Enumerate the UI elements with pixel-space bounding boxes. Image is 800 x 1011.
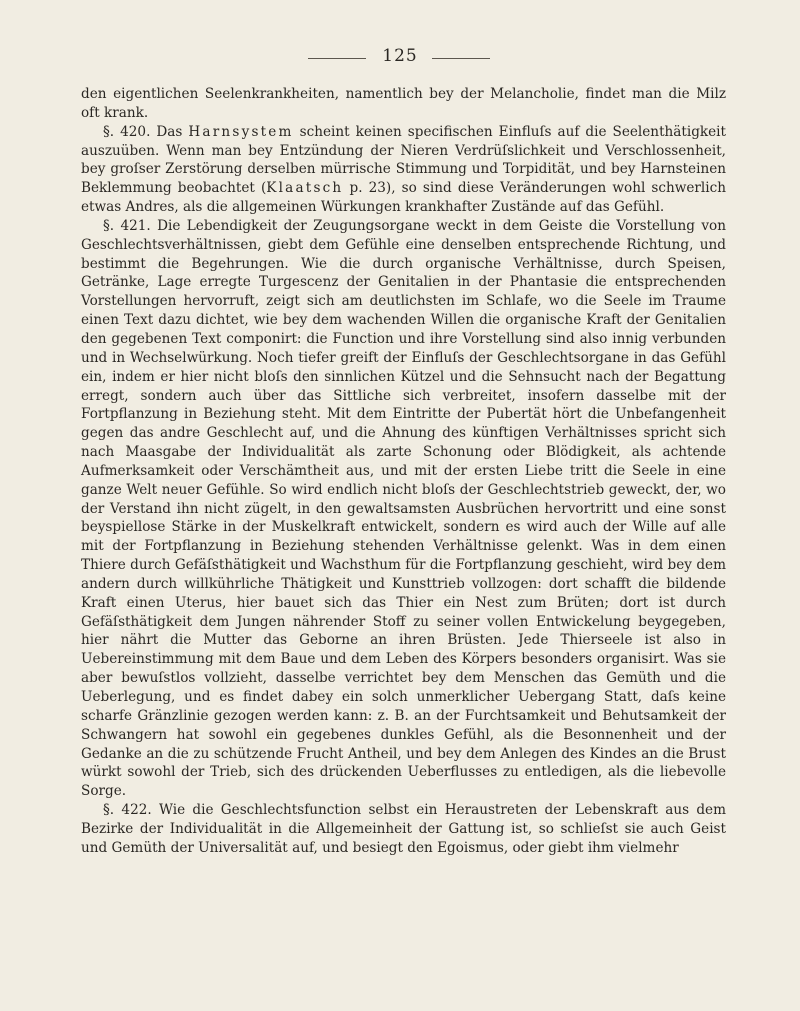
paragraph [81, 217, 726, 801]
paragraph-text: den eigentlichen Seelenkrankheiten, namentlich bey der Melancholie, findet man die Milz oft krank. [81, 86, 726, 121]
paragraph [81, 123, 726, 217]
paragraph [81, 85, 726, 123]
paragraph-text: p. 23), so sind diese Veränderungen wohl schwerlich etwas Andres, als die allgemeinen Würkungen krankhafter Zustände auf das Gefühl. [81, 180, 726, 216]
emphasized-term: Klaatsch [266, 180, 344, 197]
header-rule-left [308, 58, 366, 59]
paragraph-text: §. 422. Wie die Geschlechtsfunction selbst ein Heraustreten der Lebenskraft aus dem Bezirke der Individualität in die Allgemeinheit der Gattung ist, so schlieſst sie auch Geist und Gemüth der Universalität auf, und besiegt den Egoismus, oder giebt ihm vielmehr [81, 802, 726, 856]
page-number: 125 [382, 46, 418, 66]
header-rule-right [432, 58, 490, 59]
paragraph [81, 801, 726, 858]
emphasized-term: Harnsystem [188, 123, 294, 140]
body-text [81, 85, 726, 858]
paragraph-text: scheint keinen specifischen Einfluſs auf die Seelenthätigkeit auszuüben. Wenn man bey Entzündung der Nieren Verdrüſslichkeit und Verschlossenheit, bey groſser Zerstörung derselben mürrische Stimmung und Torpidität, und bey Harnsteinen Beklemmung beobachtet ( [81, 123, 726, 197]
page-header [0, 46, 800, 68]
paragraph-text: §. 421. Die Lebendigkeit der Zeugungsorgane weckt in dem Geiste die Vorstellung von Geschlechtsverhältnissen, giebt dem Gefühle eine denselben entsprechende Richtung, und bestimmt die Begehrungen. Wie die durch organische Verhältnisse, durch Speisen, Getränke, Lage erregte Turgescenz der Genitalien in der Phantasie die entsprechenden Vorstellungen hervorruft, zeigt sich am deutlichsten im Schlafe, wo die Seele im Traume einen Text dazu dichtet, wie bey dem wachenden Willen die organische Kraft der Genitalien den gegebenen Text componirt: die Function und ihre Vorstellung sind also innig verbunden und in Wechselwürkung. Noch tiefer greift der Einfluſs der Geschlechtsorgane in das Gefühl ein, indem er hier nicht bloſs den sinnlichen Kützel und die Sehnsucht nach der Begattung erregt, sondern auch über das Sittliche sich verbreitet, insofern dasselbe mit der Fortpflanzung in Beziehung steht. Mit dem Eintritte der Pubertät hört die Unbefangenheit gegen das andre Geschlecht auf, und die Ahnung des künftigen Verhältnisses spricht sich nach Maasgabe der Individualität als zarte Schonung oder Blödigkeit, als achtende Aufmerksamkeit oder Verschämtheit aus, und mit der ersten Liebe tritt die Seele in eine ganze Welt neuer Gefühle. So wird endlich nicht bloſs der Geschlechtstrieb geweckt, der, wo der Verstand ihn nicht zügelt, in den gewaltsamsten Ausbrüchen hervortritt und eine sonst beyspiellose Stärke in der Muskelkraft entwickelt, sondern es wird auch der Wille auf alle mit der Fortpflanzung in Beziehung stehenden Verhältnisse gelenkt. Was in dem einen Thiere durch Gefäſsthätigkeit und Wachsthum für die Fortpflanzung geschieht, wird bey dem andern durch willkührliche Thätigkeit und Kunsttrieb vollzogen: dort schafft die bildende Kraft einen Uterus, hier bauet sich das Thier ein Nest zum Brüten; dort ist durch Gefäſsthätigkeit dem Jungen nährender Stoff zu seiner vollen Entwickelung beygegeben, hier nährt die Mutter das Geborne an ihren Brüsten. Jede Thierseele ist also in Uebereinstimmung mit dem Baue und dem Leben des Körpers besonders organisirt. Was sie aber bewuſstlos vollzieht, dasselbe verrichtet bey dem Menschen das Gemüth und die Ueberlegung, und es findet dabey ein solch unmerklicher Uebergang Statt, daſs keine scharfe Gränzlinie gezogen werden kann: z. B. an der Furchtsamkeit und Behutsamkeit der Schwangern hat sowohl ein gegebenes dunkles Gefühl, als die Besonnenheit und der Gedanke an die zu schützende Frucht Antheil, und bey dem Anlegen des Kindes an die Brust würkt sowohl der Trieb, sich des drückenden Ueberflusses zu entledigen, als die liebevolle Sorge. [81, 217, 726, 800]
paragraph-text: §. 420. Das [103, 123, 189, 140]
